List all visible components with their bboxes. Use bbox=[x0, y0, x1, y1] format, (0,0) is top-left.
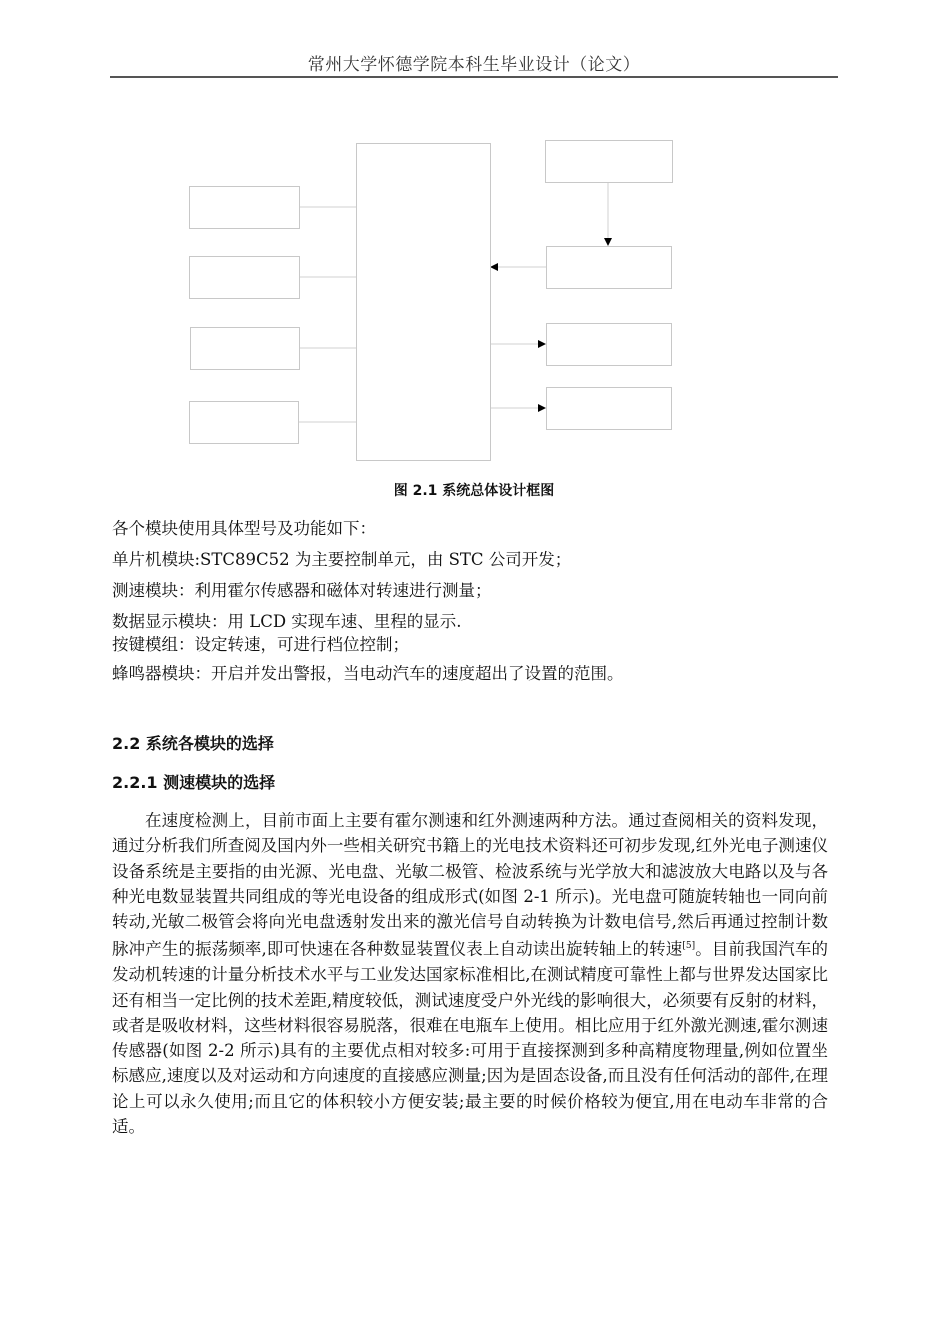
module-item-mcu: 单片机模块:STC89C52 为主要控制单元，由 STC 公司开发； bbox=[112, 550, 572, 569]
block-left-4 bbox=[189, 401, 299, 444]
module-item-keys: 按键模组：设定转速，可进行档位控制； bbox=[112, 635, 409, 654]
subsection-heading: 2.2.1 测速模块的选择 bbox=[112, 773, 276, 792]
paragraph-text: 。目前我国汽车的发动机转速的计量分析技术水平与工业发达国家标准相比,在测试精度可靠性上都与世界发达国家比还有相当一定比例的技术差距,精度较低，测试速度受户外光线的影响很大，必须要有反射的材料，或者是吸收材料，这些材料很容易脱落，很难在电瓶车上使用。相比应用于红外激光测速,霍尔测速传感器(如图 2-2 所示)具有的主要优点相对较多:可用于直接探测到多种高精度物理量,例如位置坐标感应,速度以及对运动和方向速度的直接感应测量;因为是固态设备,而且没有任何活动的部件,在理论上可以永久使用;而且它的体积较小方便安装;最主要的时候价格较为便宜,用在电动车非常的合适。 bbox=[112, 939, 829, 1137]
block-right-2 bbox=[546, 246, 672, 289]
block-left-2 bbox=[189, 256, 300, 299]
block-mcu-center bbox=[356, 143, 491, 461]
page-header-title: 常州大学怀德学院本科生毕业设计（论文） bbox=[307, 55, 641, 75]
citation-ref[interactable]: [5] bbox=[682, 941, 696, 952]
module-item-display: 数据显示模块：用 LCD 实现车速、里程的显示. bbox=[112, 612, 462, 631]
module-list-intro: 各个模块使用具体型号及功能如下： bbox=[112, 519, 376, 538]
block-right-1 bbox=[545, 140, 673, 183]
block-right-4 bbox=[546, 387, 672, 430]
block-left-3 bbox=[190, 327, 300, 370]
module-item-speed: 测速模块：利用霍尔传感器和磁体对转速进行测量； bbox=[112, 581, 492, 600]
body-paragraph bbox=[112, 808, 828, 1139]
block-left-1 bbox=[189, 186, 300, 229]
figure-caption: 图 2.1 系统总体设计框图 bbox=[393, 483, 555, 499]
block-right-3 bbox=[546, 323, 672, 366]
paragraph-text: 在速度检测上，目前市面上主要有霍尔测速和红外测速两种方法。通过查阅相关的资料发现，通过分析我们所查阅及国内外一些相关研究书籍上的光电技术资料还可初步发现,红外光电子测速仪设备系统是主要指的由光源、光电盘、光敏二极管、检波系统与光学放大和滤波放大电路以及与各种光电数显装置共同组成的等光电设备的组成形式(如图 2-1 所示)。光电盘可随旋转轴也一同向前转动,光敏二极管会将向光电盘透射发出来的激光信号自动转换为计数电信号,然后再通过控制计数脉冲产生的振荡频率,即可快速在各种数显装置仪表上自动读出旋转轴上的转速 bbox=[112, 811, 828, 959]
section-heading: 2.2 系统各模块的选择 bbox=[112, 734, 274, 753]
module-item-buzzer: 蜂鸣器模块：开启并发出警报，当电动汽车的速度超出了设置的范围。 bbox=[112, 664, 624, 683]
system-block-diagram bbox=[0, 0, 950, 480]
